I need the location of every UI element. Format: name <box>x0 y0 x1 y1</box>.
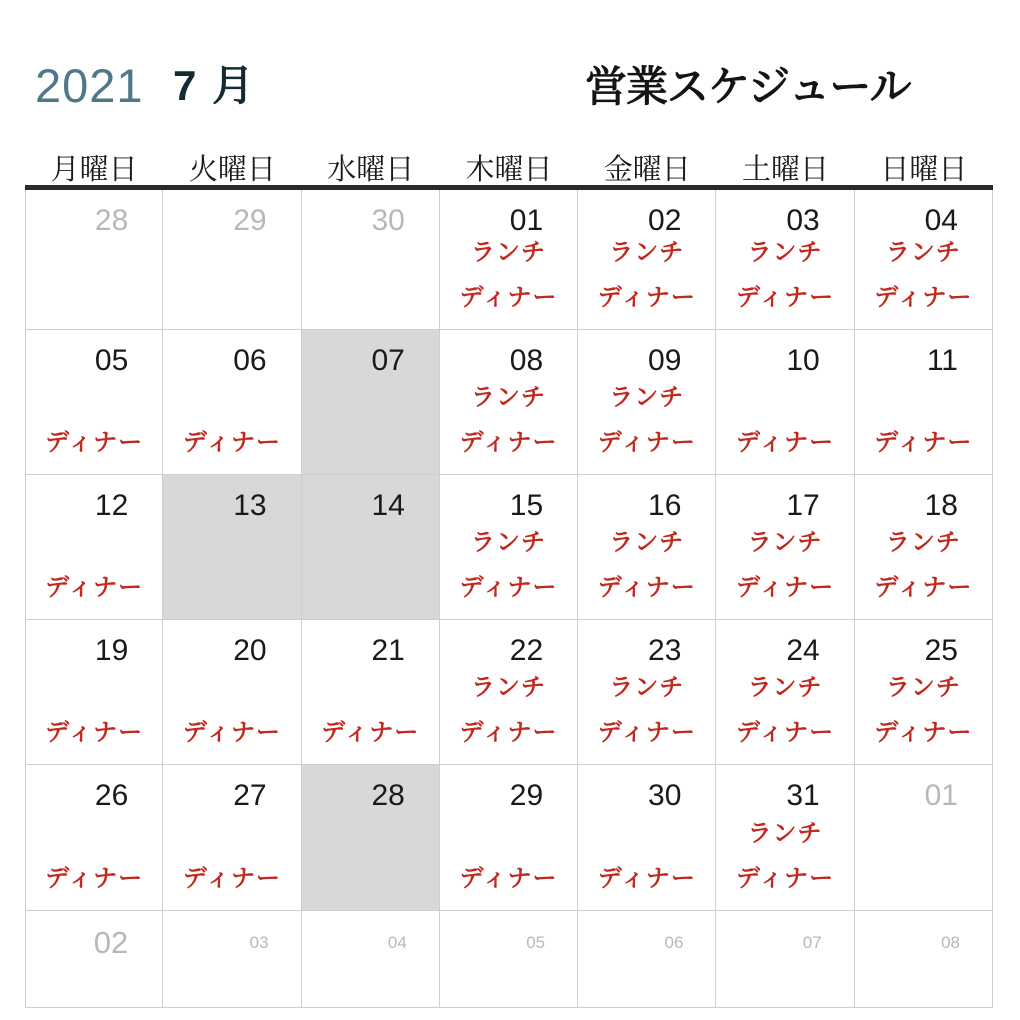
day-number: 19 <box>94 634 129 667</box>
service-label: ランチ <box>747 674 823 701</box>
service-labels <box>26 420 162 465</box>
service-labels <box>163 856 300 901</box>
service-labels <box>26 565 162 610</box>
day-number: 25 <box>924 634 958 667</box>
day-number: 29 <box>509 779 544 812</box>
calendar-cell-11 <box>855 330 993 475</box>
calendar-cell-12 <box>25 475 163 620</box>
service-label: ディナー <box>45 429 144 456</box>
day-number: 07 <box>802 933 822 952</box>
calendar-cell-21 <box>302 620 440 765</box>
day-number: 22 <box>509 634 544 667</box>
calendar-cell-28 <box>302 765 440 911</box>
day-number: 06 <box>664 933 684 952</box>
day-number: 16 <box>648 489 682 522</box>
service-labels <box>163 710 300 755</box>
day-number: 01 <box>509 204 544 237</box>
service-label: ランチ <box>747 529 823 556</box>
service-label: ランチ <box>609 239 685 266</box>
calendar-cell-07 <box>716 911 854 1008</box>
calendar-cell-13 <box>163 475 301 620</box>
service-label: ランチ <box>747 239 823 266</box>
service-label: ランチ <box>885 674 961 701</box>
day-number: 29 <box>233 204 267 237</box>
service-label: ディナー <box>45 719 144 746</box>
service-labels <box>440 665 577 755</box>
service-label: ランチ <box>470 529 546 556</box>
weekday-header-1: 火曜日 <box>188 154 276 186</box>
service-label: ランチ <box>470 239 546 266</box>
day-number: 14 <box>371 489 405 522</box>
service-label: ディナー <box>736 284 835 311</box>
service-label: ディナー <box>45 574 144 601</box>
day-number: 28 <box>371 779 405 812</box>
day-number: 03 <box>786 204 820 237</box>
service-label: ディナー <box>874 429 973 456</box>
service-label: ディナー <box>874 574 973 601</box>
calendar-cell-02 <box>25 911 163 1008</box>
calendar-cell-03 <box>716 190 854 330</box>
day-number: 10 <box>786 344 820 377</box>
calendar-cell-31 <box>716 765 854 911</box>
calendar-cell-02 <box>578 190 716 330</box>
weekday-header-3: 木曜日 <box>465 154 553 186</box>
service-labels <box>578 375 715 465</box>
calendar-cell-24 <box>716 620 854 765</box>
calendar <box>25 152 993 1008</box>
service-labels <box>578 856 715 901</box>
service-labels <box>440 520 577 610</box>
day-number: 18 <box>924 489 958 522</box>
calendar-cell-08 <box>855 911 993 1008</box>
service-labels <box>716 665 853 755</box>
day-number: 05 <box>94 344 129 377</box>
service-labels <box>163 420 300 465</box>
service-label: ランチ <box>609 529 685 556</box>
day-number: 15 <box>509 489 544 522</box>
calendar-cell-16 <box>578 475 716 620</box>
service-labels <box>26 710 162 755</box>
calendar-cell-29 <box>440 765 578 911</box>
service-label: ディナー <box>736 719 835 746</box>
service-label: ディナー <box>597 284 696 311</box>
day-number: 08 <box>941 933 960 952</box>
year-label: 2021 <box>35 59 144 112</box>
calendar-cell-27 <box>163 765 301 911</box>
calendar-cell-06 <box>163 330 301 475</box>
day-number: 24 <box>786 634 820 667</box>
calendar-grid <box>25 190 993 1008</box>
day-number: 06 <box>233 344 267 377</box>
calendar-cell-29 <box>163 190 301 330</box>
day-number: 02 <box>93 925 129 960</box>
calendar-cell-05 <box>440 911 578 1008</box>
month-label: 7 月 <box>173 62 257 109</box>
calendar-cell-19 <box>25 620 163 765</box>
calendar-cell-18 <box>855 475 993 620</box>
day-number: 30 <box>648 779 682 812</box>
day-number: 03 <box>249 933 269 952</box>
day-number: 12 <box>94 489 129 522</box>
weekday-header-5: 土曜日 <box>742 154 830 186</box>
service-label: ディナー <box>736 429 835 456</box>
day-number: 20 <box>233 634 267 667</box>
service-label: ランチ <box>609 384 685 411</box>
calendar-cell-10 <box>716 330 854 475</box>
weekday-header-4: 金曜日 <box>603 154 691 186</box>
service-label: ディナー <box>736 865 835 892</box>
calendar-cell-26 <box>25 765 163 911</box>
service-labels <box>855 520 992 610</box>
calendar-cell-09 <box>578 330 716 475</box>
service-label: ディナー <box>597 574 696 601</box>
calendar-cell-03 <box>163 911 301 1008</box>
service-labels <box>26 856 162 901</box>
service-labels <box>716 520 853 610</box>
day-number: 05 <box>526 933 546 952</box>
weekday-header-6: 日曜日 <box>880 154 968 186</box>
service-labels <box>578 230 715 320</box>
weekday-header-2: 水曜日 <box>327 154 415 186</box>
service-labels <box>716 230 853 320</box>
calendar-cell-06 <box>578 911 716 1008</box>
service-label: ディナー <box>45 865 144 892</box>
service-label: ランチ <box>470 674 546 701</box>
service-labels <box>440 230 577 320</box>
day-number: 31 <box>786 779 820 812</box>
service-label: ディナー <box>321 719 420 746</box>
calendar-cell-25 <box>855 620 993 765</box>
service-label: ランチ <box>470 384 546 411</box>
day-number: 09 <box>648 344 682 377</box>
day-number: 04 <box>924 204 958 237</box>
day-number: 30 <box>371 204 405 237</box>
weekday-header-row <box>25 152 993 190</box>
service-label: ディナー <box>736 574 835 601</box>
service-label: ディナー <box>597 429 696 456</box>
calendar-cell-20 <box>163 620 301 765</box>
calendar-cell-01 <box>440 190 578 330</box>
day-number: 26 <box>94 779 129 812</box>
day-number: 13 <box>233 489 267 522</box>
service-labels <box>855 230 992 320</box>
day-number: 28 <box>94 204 129 237</box>
service-label: ディナー <box>182 719 281 746</box>
day-number: 01 <box>924 779 958 812</box>
service-label: ランチ <box>747 820 823 847</box>
service-label: ディナー <box>182 865 281 892</box>
service-label: ランチ <box>885 529 961 556</box>
service-labels <box>302 710 439 755</box>
service-labels <box>855 420 992 465</box>
service-labels <box>440 375 577 465</box>
calendar-cell-17 <box>716 475 854 620</box>
weekday-header-0: 月曜日 <box>50 154 138 186</box>
calendar-cell-23 <box>578 620 716 765</box>
page-title: 営業スケジュール <box>585 63 911 110</box>
day-number: 11 <box>926 344 958 377</box>
service-label: ディナー <box>459 429 558 456</box>
calendar-cell-30 <box>302 190 440 330</box>
service-labels <box>716 811 853 901</box>
service-label: ディナー <box>182 429 281 456</box>
calendar-cell-07 <box>302 330 440 475</box>
calendar-cell-14 <box>302 475 440 620</box>
service-label: ランチ <box>885 239 961 266</box>
service-label: ディナー <box>459 865 558 892</box>
day-number: 02 <box>648 204 682 237</box>
service-labels <box>578 520 715 610</box>
calendar-cell-22 <box>440 620 578 765</box>
day-number: 23 <box>648 634 682 667</box>
service-labels <box>855 665 992 755</box>
service-label: ランチ <box>609 674 685 701</box>
day-number: 07 <box>371 344 405 377</box>
day-number: 04 <box>387 933 407 952</box>
page-header <box>35 60 985 116</box>
day-number: 08 <box>509 344 544 377</box>
day-number: 21 <box>371 634 405 667</box>
service-label: ディナー <box>459 719 558 746</box>
calendar-cell-01 <box>855 765 993 911</box>
calendar-cell-04 <box>302 911 440 1008</box>
service-label: ディナー <box>459 574 558 601</box>
calendar-cell-04 <box>855 190 993 330</box>
service-label: ディナー <box>874 284 973 311</box>
calendar-cell-30 <box>578 765 716 911</box>
service-label: ディナー <box>874 719 973 746</box>
service-labels <box>716 420 853 465</box>
calendar-cell-15 <box>440 475 578 620</box>
day-number: 27 <box>233 779 267 812</box>
calendar-cell-08 <box>440 330 578 475</box>
service-label: ディナー <box>459 284 558 311</box>
service-label: ディナー <box>597 719 696 746</box>
service-labels <box>578 665 715 755</box>
calendar-cell-05 <box>25 330 163 475</box>
service-label: ディナー <box>597 865 696 892</box>
calendar-cell-28 <box>25 190 163 330</box>
day-number: 17 <box>786 489 820 522</box>
service-labels <box>440 856 577 901</box>
